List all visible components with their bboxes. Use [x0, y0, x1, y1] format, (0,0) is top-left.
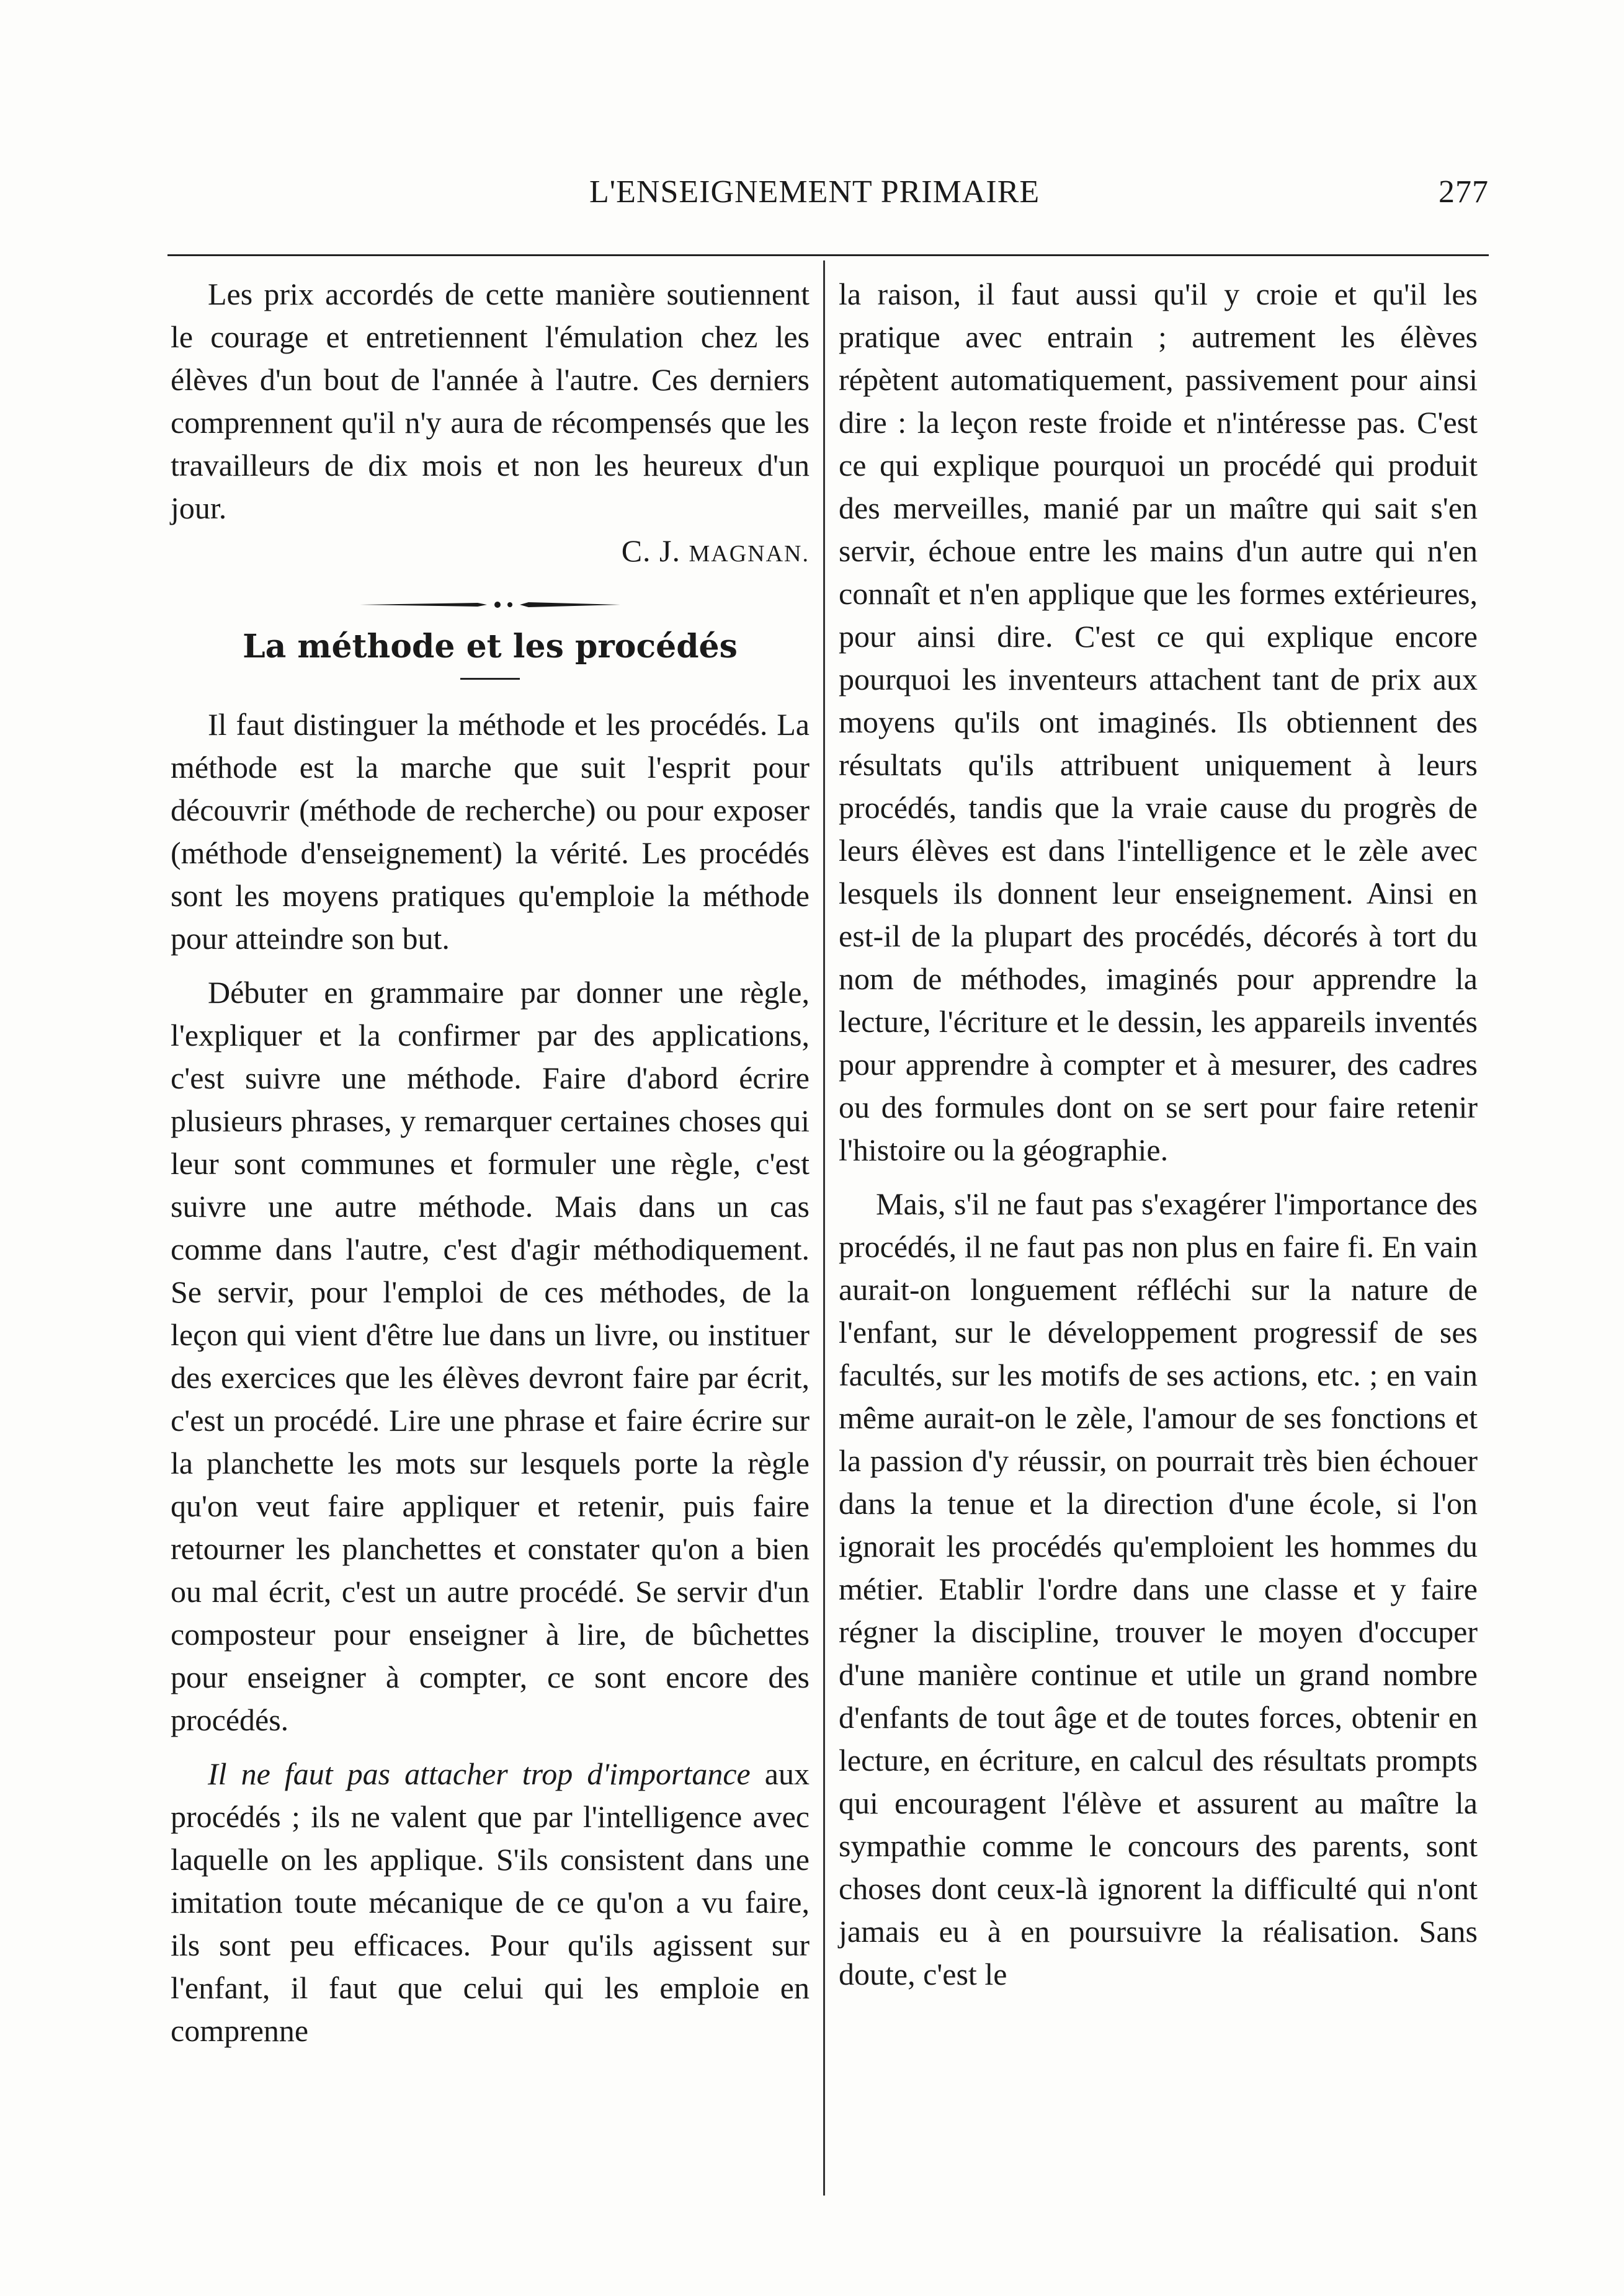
title-underline — [460, 678, 520, 680]
ornament-divider — [354, 600, 627, 609]
paragraph-3 — [171, 1753, 810, 2052]
page-number: 277 — [1439, 174, 1489, 210]
paragraph-3-rest: aux procédés ; ils ne valent que par l'intelligence avec laquelle on les applique. S'ils consistent dans une imitation toute mécanique de ce qu'on a vu faire, ils sont peu efficaces. Pour qu'ils agissent sur l'enfant, il faut que celui qui les emploie en comprenne — [171, 1756, 810, 2048]
italic-phrase: Il ne faut pas attacher trop d'importance — [208, 1756, 751, 1791]
continuation-paragraph: la raison, il faut aussi qu'il y croie et qu'il les pratique avec entrain ; autrement les élèves répètent automatiquement, passivement pour ainsi dire : la leçon reste froide et n'intéresse pas. C'est ce qui explique pourquoi un procédé qui produit des merveilles, manié par un maître qui sait s'en servir, échoue entre les mains d'un autre qui n'en connaît et n'en applique que les formes extérieures, pour ainsi dire. C'est ce qui explique encore pourquoi les inventeurs attachent tant de prix aux moyens qu'ils ont imaginés. Ils obtiennent des résultats qu'ils attribuent uniquement à leurs procédés, tandis que la vraie cause du progrès de leurs élèves est dans l'intelligence et le zèle avec lesquels ils donnent leur enseignement. Ainsi en est-il de la plupart des procédés, décorés à tort du nom de méthodes, imaginés pour apprendre la lecture, l'écriture et le dessin, les appareils inventés pour apprendre à compter et à mesurer, des cadres ou des formules dont on se sert pour faire retenir l'histoire ou la géographie. — [839, 277, 1478, 1167]
section-title: La méthode et les procédés — [243, 628, 738, 665]
author-signature — [171, 530, 810, 576]
column-divider — [823, 260, 825, 2196]
right-paragraph-2: Mais, s'il ne faut pas s'exagérer l'importance des procédés, il ne faut pas non plus en faire fi. En vain aurait-on longuement réfléchi sur la nature de l'enfant, sur le développement progressif de ses facultés, sur les motifs de ses actions, etc. ; en vain même aurait-on le zèle, l'amour de ses fonctions et la passion d'y réussir, on pourrait très bien échouer dans la tenue et la direction d'une école, si l'on ignorait les procédés qu'emploient les hommes du métier. Etablir l'ordre dans une classe et y faire régner la discipline, trouver le moyen d'occuper d'une manière continue et utile un grand nombre d'enfants de tout âge et de toutes forces, obtenir en lecture, en écriture, en calcul des résultats prompts qui encouragent l'élève et assurent au maître la sympathie comme le concours des parents, sont choses dont ceux-là ignorent la difficulté qui n'ont jamais eu à en poursuivre la réalisation. Sans doute, c'est le — [839, 1186, 1478, 1991]
right-column — [839, 273, 1478, 1996]
running-title: L'ENSEIGNEMENT PRIMAIRE — [589, 174, 1040, 210]
header-rule — [167, 254, 1489, 256]
paragraph-2: Débuter en grammaire par donner une règle, l'expliquer et la confirmer par des applications, c'est suivre une méthode. Faire d'abord écrire plusieurs phrases, y remarquer certaines choses qui leur sont communes et formuler une règle, c'est suivre une autre méthode. Mais dans un cas comme dans l'autre, c'est d'agir méthodiquement. Se servir, pour l'emploi de ces méthodes, de la leçon qui vient d'être lue dans un livre, ou instituer des exercices que les élèves devront faire par écrit, c'est un procédé. Lire une phrase et faire écrire sur la planchette les mots sur lesquels porte la règle qu'on veut faire appliquer et retenir, puis faire retourner les planchettes et constater qu'on a bien ou mal écrit, c'est un autre procédé. Se servir d'un composteur pour enseigner à lire, de bûchettes pour enseigner à compter, ce sont encore des procédés. — [171, 975, 810, 1737]
paragraph-1: Il faut distinguer la méthode et les procédés. La méthode est la marche que suit l'esprit pour découvrir (méthode de recherche) ou pour exposer (méthode d'enseignement) la vérité. Les procédés sont les moyens pratiques qu'emploie la méthode pour atteindre son but. — [171, 707, 810, 956]
intro-paragraph: Les prix accordés de cette manière soutiennent le courage et entretiennent l'émulation chez les élèves d'un bout de l'année à l'autre. Ces derniers comprennent qu'il n'y aura de récompensés que les travailleurs de dix mois et non les heureux d'un jour. — [171, 277, 810, 525]
signature-initials: C. J. — [621, 533, 689, 568]
page-header — [155, 174, 1489, 223]
signature-name: MAGNAN. — [689, 541, 810, 567]
left-column — [171, 273, 810, 2052]
